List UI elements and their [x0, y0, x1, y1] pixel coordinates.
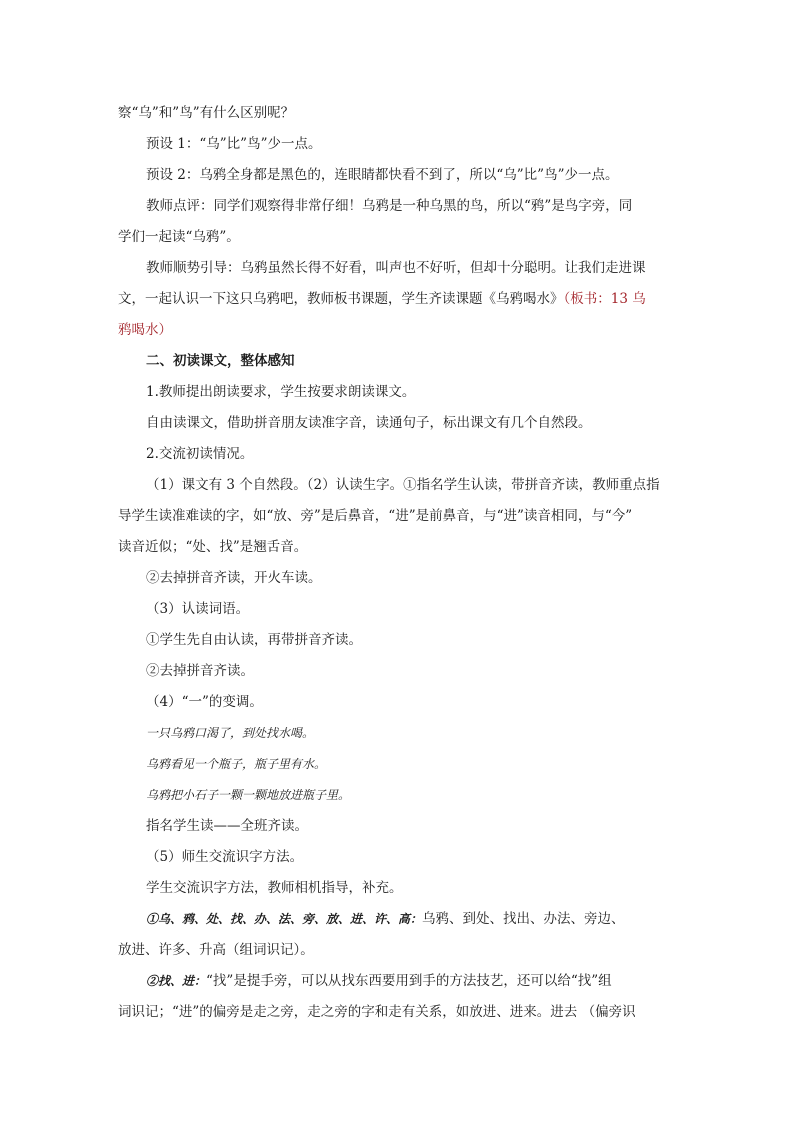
text-line: 预设 2：乌鸦全身都是黑色的，连眼睛都快看不到了，所以“乌”比”鸟”少一点。 [146, 167, 619, 183]
text-line: 2.交流初读情况。 [146, 446, 254, 462]
text-segment: 乌鸦、到处、找出、办法、旁边、 [422, 911, 625, 927]
text-line: 察“乌”和”鸟”有什么区别呢？ [118, 105, 295, 121]
text-line: 教师顺势引导：乌鸦虽然长得不好看，叫声也不好听，但却十分聪明。让我们走进课 [146, 260, 646, 276]
example-sentence: 一只乌鸦口渴了，到处找水喝。 [146, 726, 315, 740]
text-line: （3）认读词语。 [146, 601, 250, 617]
character-list: ①乌、鸦、处、找、办、法、旁、放、进、许、高： [146, 912, 423, 926]
text-line: 自由读课文，借助拼音朋友读准字音，读通句子，标出课文有几个自然段。 [146, 415, 592, 431]
example-sentence: 乌鸦看见一个瓶子，瓶子里有水。 [146, 757, 327, 771]
text-line [118, 284, 678, 315]
text-line: ①学生先自由认读，再带拼音齐读。 [146, 632, 362, 648]
text-segment: “找”是提手旁，可以从找东西要用到手的方法技艺，还可以给“找”组 [206, 973, 612, 989]
text-line [118, 904, 678, 935]
text-segment: 文，一起认识一下这只乌鸦吧，教师板书课题，学生齐读课题《乌鸦喝水》 [118, 291, 564, 307]
text-line: 词识记；“进”的偏旁是走之旁，走之旁的字和走有关系，如放进、进来。进去 （偏旁识 [118, 1004, 636, 1020]
text-line: （4）“一”的变调。 [146, 694, 263, 710]
example-sentence: 乌鸦把小石子一颗一颗地放进瓶子里。 [146, 788, 351, 802]
text-line: 放进、许多、升高（组词识记）。 [118, 942, 314, 958]
section-heading: 二、初读课文，整体感知 [146, 353, 295, 369]
document-body [118, 98, 678, 1028]
text-line: ②去掉拼音齐读，开火车读。 [146, 570, 322, 586]
text-line: 教师点评：同学们观察得非常仔细！乌鸦是一种乌黑的鸟，所以“鸦”是鸟字旁，同 [146, 198, 633, 214]
text-line [118, 966, 678, 997]
board-note-continued: 鸦喝水） [118, 322, 172, 338]
text-line: （5）师生交流识字方法。 [146, 849, 304, 865]
text-line: 学生交流识字方法，教师相机指导，补充。 [146, 880, 403, 896]
text-line: 学们一起读“乌鸦”。 [118, 229, 240, 245]
character-list: ②找、进： [146, 974, 207, 988]
text-line: ②去掉拼音齐读。 [146, 663, 254, 679]
text-line: 导学生读准难读的字，如“放、旁”是后鼻音，“进”是前鼻音，与“进”读音相同，与“今” [118, 508, 633, 524]
text-line: （1）课文有 3 个自然段。（2）认读生字。①指名学生认读，带拼音齐读，教师重点指 [146, 477, 660, 493]
text-line: 读音近似；“处、找”是翘舌音。 [118, 539, 308, 555]
board-note: （板书：13 乌 [563, 291, 646, 307]
text-line: 1.教师提出朗读要求，学生按要求朗读课文。 [146, 384, 416, 400]
text-line: 预设 1：“乌”比”鸟”少一点。 [146, 136, 322, 152]
text-line: 指名学生读——全班齐读。 [146, 818, 308, 834]
